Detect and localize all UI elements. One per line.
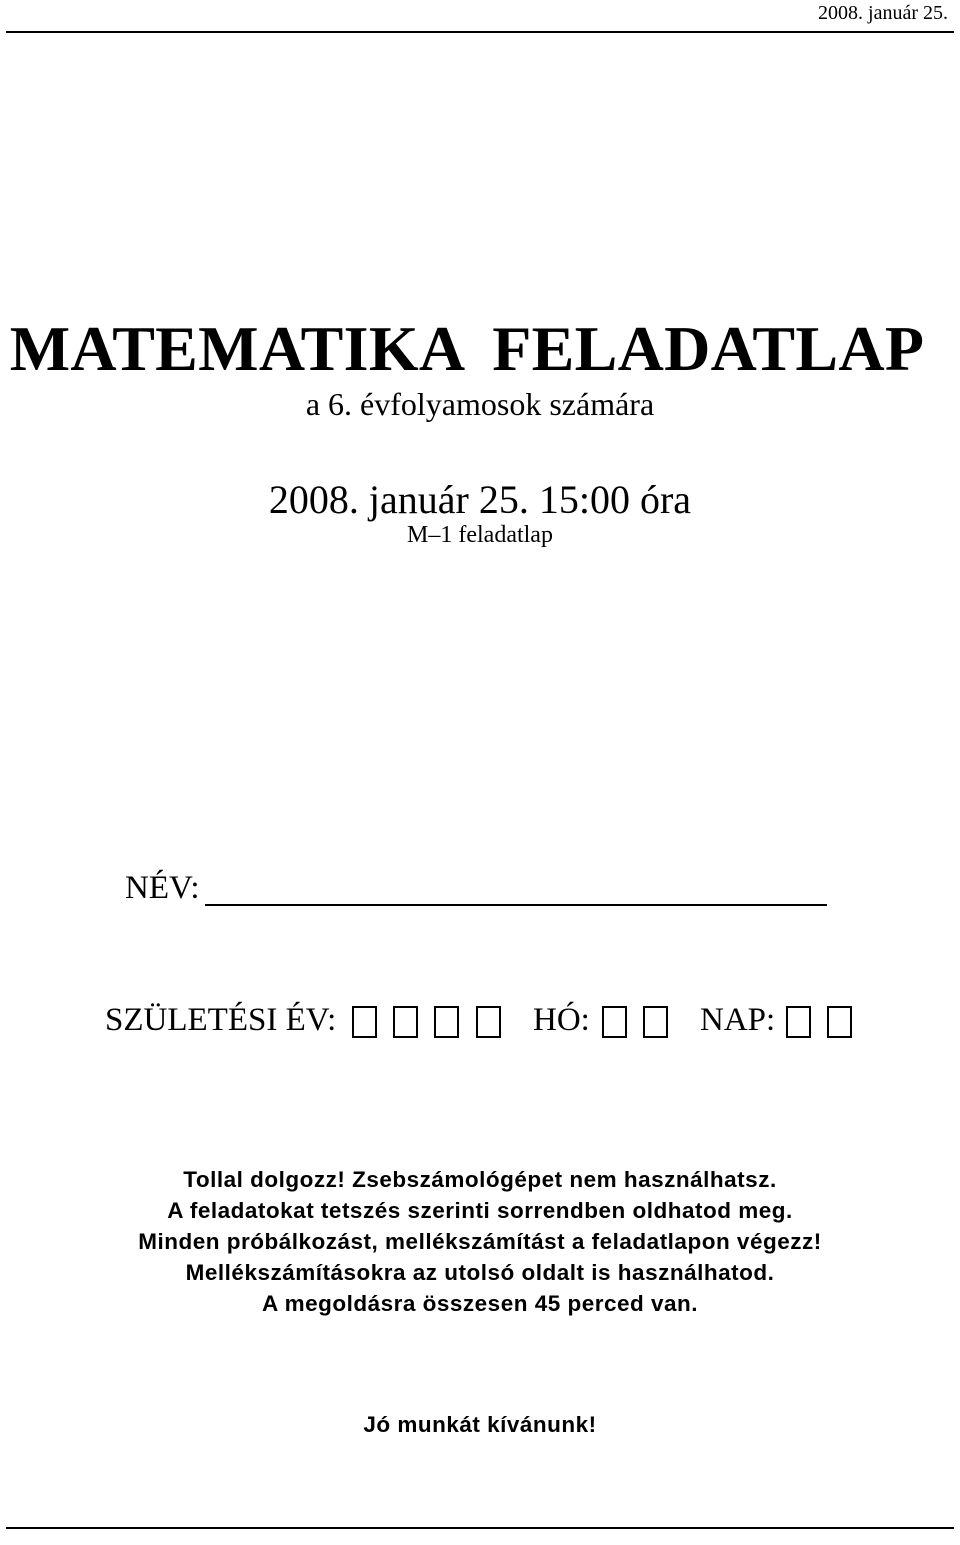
- header-rule: [6, 31, 954, 33]
- subtitle: a 6. évfolyamosok számára: [305, 386, 655, 422]
- name-field[interactable]: [205, 904, 827, 906]
- month-digit-2-box[interactable]: [643, 1006, 668, 1038]
- instruction-line: A feladatokat tetszés szerinti sorrendben oldhatod meg.: [167, 1198, 793, 1223]
- closing-message: Jó munkát kívánunk!: [363, 1412, 597, 1437]
- birth-year-digit-3-box[interactable]: [434, 1006, 459, 1038]
- month-digit-1-box[interactable]: [602, 1006, 627, 1038]
- month-label: HÓ:: [533, 1002, 590, 1038]
- sheet-id: M–1 feladatlap: [407, 522, 553, 548]
- day-digit-1-box[interactable]: [786, 1006, 811, 1038]
- instruction-line: A megoldásra összesen 45 perced van.: [261, 1291, 699, 1316]
- name-label: NÉV:: [125, 870, 200, 906]
- instructions: [0, 1164, 960, 1319]
- header-date: 2008. január 25.: [818, 2, 948, 24]
- birth-year-label: SZÜLETÉSI ÉV:: [105, 1002, 337, 1038]
- day-digit-2-box[interactable]: [827, 1006, 852, 1038]
- instruction-line: Mellékszámításokra az utolsó oldalt is használhatod.: [185, 1260, 775, 1285]
- instruction-line: Minden próbálkozást, mellékszámítást a feladatlapon végezz!: [138, 1229, 822, 1254]
- exam-datetime: 2008. január 25. 15:00 óra: [268, 477, 692, 522]
- birth-year-digit-1-box[interactable]: [352, 1006, 377, 1038]
- page-title: MATEMATIKA FELADATLAP: [9, 313, 925, 384]
- day-label: NAP:: [700, 1002, 776, 1038]
- footer-rule: [6, 1527, 954, 1529]
- birth-year-digit-4-box[interactable]: [476, 1006, 501, 1038]
- instruction-line: Tollal dolgozz! Zsebszámológépet nem használhatsz.: [183, 1167, 777, 1192]
- birth-year-digit-2-box[interactable]: [393, 1006, 418, 1038]
